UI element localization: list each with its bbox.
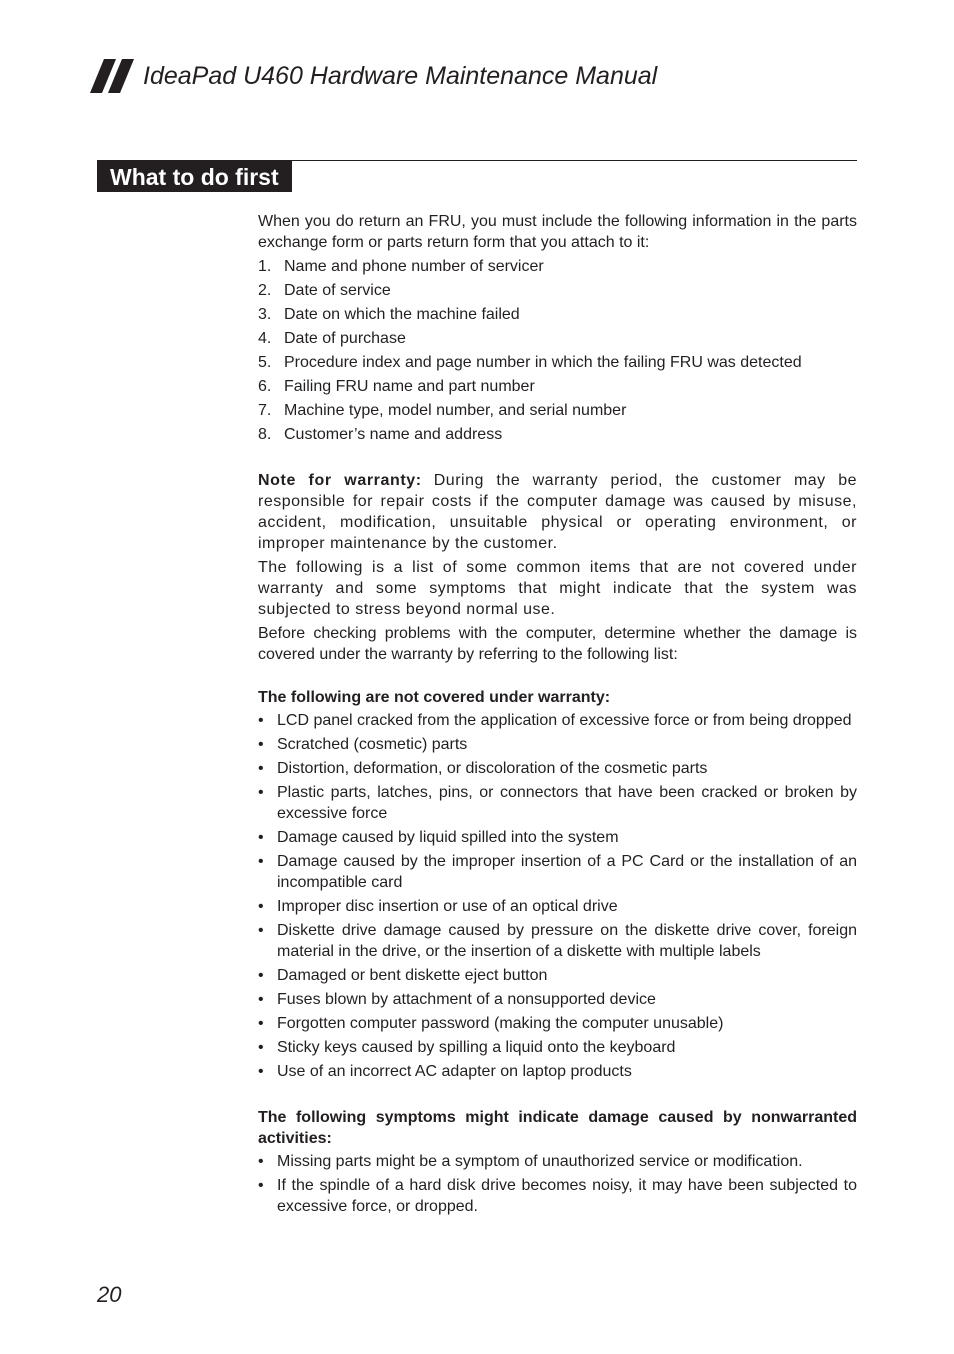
list-item-text: Sticky keys caused by spilling a liquid onto the keyboard [277, 1039, 676, 1056]
list-item [258, 328, 857, 349]
list-item-text: Damage caused by the improper insertion of a PC Card or the installation of an incompatible card [277, 853, 857, 891]
bullet-icon: • [258, 967, 264, 984]
list-item-text: LCD panel cracked from the application of excessive force or from being dropped [277, 712, 852, 729]
bullet-icon: • [258, 1063, 264, 1080]
list-item [258, 352, 857, 373]
list-item-text: Procedure index and page number in which the failing FRU was detected [284, 354, 802, 371]
bullet-icon: • [258, 898, 264, 915]
not-covered-heading: The following are not covered under warranty: [258, 689, 611, 706]
list-item [258, 851, 857, 893]
list-item [258, 1151, 857, 1172]
list-item-text: Scratched (cosmetic) parts [277, 736, 468, 753]
not-covered-list [258, 710, 857, 1082]
list-item [258, 758, 857, 779]
list-number: 8. [258, 426, 272, 443]
list-item-text: Customer’s name and address [284, 426, 503, 443]
list-item-text: Failing FRU name and part number [284, 378, 535, 395]
bullet-icon: • [258, 736, 264, 753]
list-item-text: Damaged or bent diskette eject button [277, 967, 548, 984]
manual-title: IdeaPad U460 Hardware Maintenance Manual [143, 62, 658, 90]
list-item [258, 1037, 857, 1058]
list-item [258, 1175, 857, 1217]
list-item-text: Fuses blown by attachment of a nonsupported device [277, 991, 656, 1008]
list-item-text: Use of an incorrect AC adapter on laptop products [277, 1063, 632, 1080]
list-item [258, 1013, 857, 1034]
list-item [258, 920, 857, 962]
list-item-text: Plastic parts, latches, pins, or connectors that have been cracked or broken by excessive force [277, 784, 857, 822]
list-item [258, 256, 857, 277]
list-item-text: Distortion, deformation, or discoloration of the cosmetic parts [277, 760, 708, 777]
symptoms-list [258, 1151, 857, 1217]
list-number: 7. [258, 402, 272, 419]
list-item-text: Diskette drive damage caused by pressure on the diskette drive cover, foreign material in the drive, or the insertion of a diskette with multiple labels [277, 922, 857, 960]
list-number: 2. [258, 282, 272, 299]
list-number: 4. [258, 330, 272, 347]
list-item [258, 304, 857, 325]
bullet-icon: • [258, 853, 264, 870]
list-number: 5. [258, 354, 272, 371]
list-item-text: Date of purchase [284, 330, 406, 347]
list-item-text: Forgotten computer password (making the computer unusable) [277, 1015, 724, 1032]
bullet-icon: • [258, 991, 264, 1008]
list-number: 3. [258, 306, 272, 323]
list-item [258, 965, 857, 986]
list-item [258, 989, 857, 1010]
intro-paragraph: When you do return an FRU, you must include the following information in the parts exchange form or parts return form that you attach to it: [258, 213, 857, 251]
bullet-icon: • [258, 1153, 264, 1170]
list-item-text: Date of service [284, 282, 391, 299]
bullet-icon: • [258, 922, 264, 939]
page-number: 20 [97, 1282, 122, 1307]
bullet-icon: • [258, 712, 264, 729]
list-item-text: Name and phone number of servicer [284, 258, 544, 275]
list-number: 1. [258, 258, 272, 275]
bullet-icon: • [258, 760, 264, 777]
list-item [258, 734, 857, 755]
warranty-note [258, 470, 857, 554]
list-number: 6. [258, 378, 272, 395]
bullet-icon: • [258, 1177, 264, 1194]
list-item [258, 400, 857, 421]
list-item-text: Date on which the machine failed [284, 306, 520, 323]
list-item [258, 710, 857, 731]
double-slash-logo-icon [90, 59, 136, 93]
list-item [258, 827, 857, 848]
page-header [90, 56, 790, 96]
list-item [258, 424, 857, 445]
list-item-text: Machine type, model number, and serial number [284, 402, 627, 419]
main-content [258, 211, 857, 1220]
bullet-icon: • [258, 829, 264, 846]
bullet-icon: • [258, 1015, 264, 1032]
list-item [258, 376, 857, 397]
fru-info-list [258, 256, 857, 445]
list-item [258, 782, 857, 824]
list-item-text: Damage caused by liquid spilled into the system [277, 829, 619, 846]
not-covered-intro-paragraph: The following is a list of some common items that are not covered under warranty and some symptoms that might indicate that the system was subjected to stress beyond normal use. [258, 559, 857, 618]
note-text: During the warranty period, the customer may be responsible for repair costs if the computer damage was caused by misuse, accident, modification, unsuitable physical or operating environment, or improper maintenance by the customer. [258, 472, 857, 552]
list-item [258, 896, 857, 917]
list-item [258, 280, 857, 301]
bullet-icon: • [258, 784, 264, 801]
note-label: Note for warranty: [258, 472, 422, 489]
list-item-text: Missing parts might be a symptom of unauthorized service or modification. [277, 1153, 803, 1170]
check-problems-paragraph: Before checking problems with the computer, determine whether the damage is covered under the warranty by referring to the following list: [258, 625, 857, 663]
list-item-text: If the spindle of a hard disk drive becomes noisy, it may have been subjected to excessive force, or dropped. [277, 1177, 857, 1215]
symptoms-heading: The following symptoms might indicate damage caused by nonwarranted activities: [258, 1109, 857, 1147]
bullet-icon: • [258, 1039, 264, 1056]
list-item [258, 1061, 857, 1082]
list-item-text: Improper disc insertion or use of an optical drive [277, 898, 618, 915]
section-title: What to do first [97, 160, 292, 192]
